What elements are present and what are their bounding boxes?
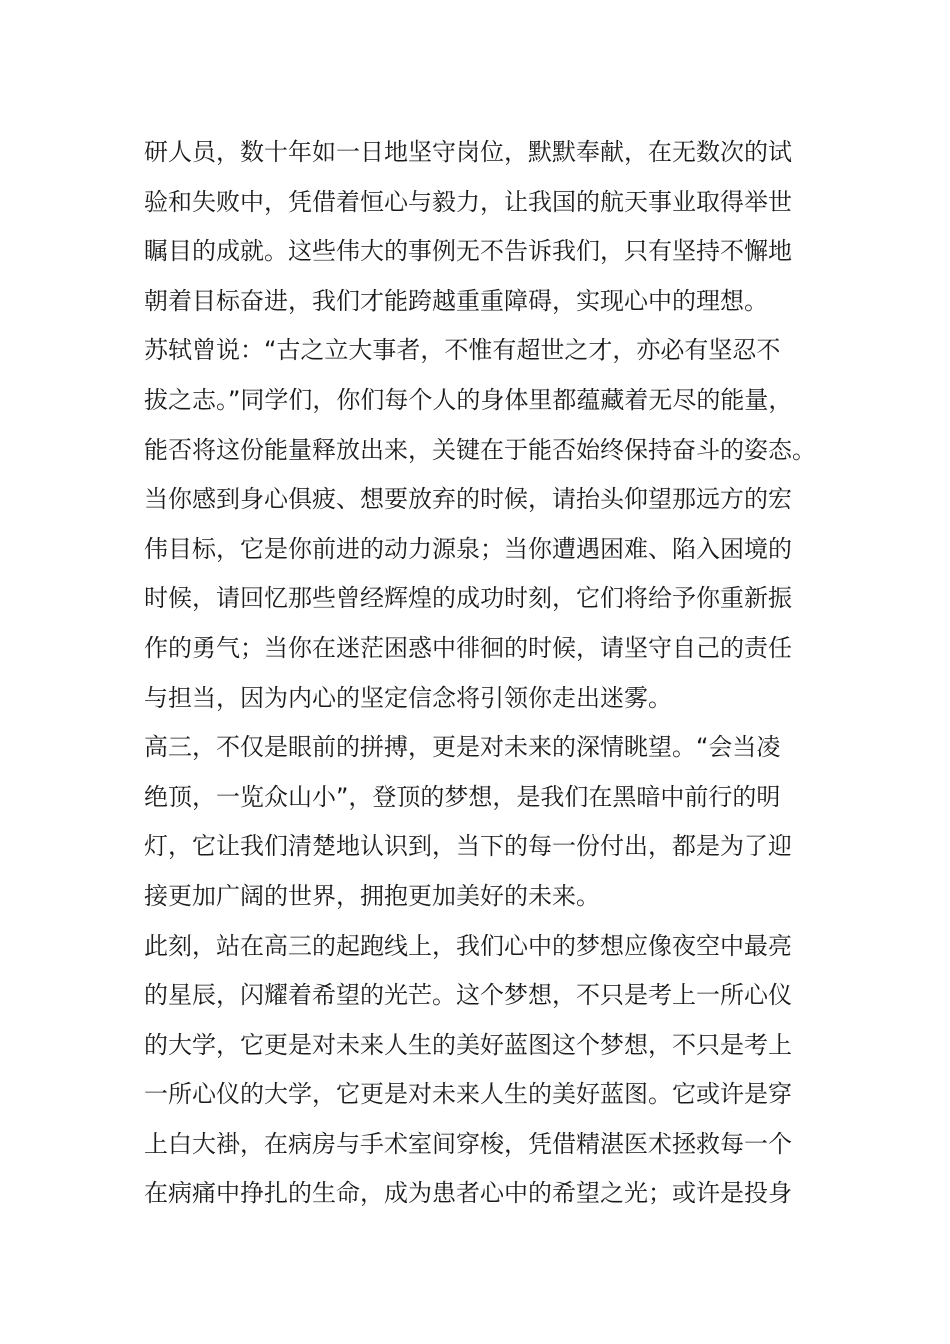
text-line: 一所心仪的大学，它更是对未来人生的美好蓝图。它或许是穿	[144, 1080, 792, 1109]
text-line: 上白大褂，在病房与手术室间穿梭，凭借精湛医术拯救每一个	[144, 1129, 792, 1158]
text-line: 在病痛中挣扎的生命，成为患者心中的希望之光；或许是投身	[144, 1179, 792, 1208]
text-line: 高三，不仅是眼前的拼搏，更是对未来的深情眺望。“会当凌	[144, 733, 781, 762]
text-line: 此刻，站在高三的起跑线上，我们心中的梦想应像夜空中最亮	[144, 931, 792, 960]
text-line: 苏轼曾说：“古之立大事者，不惟有超世之才，亦必有坚忍不	[144, 336, 781, 365]
text-line: 当你感到身心俱疲、想要放弃的时候，请抬头仰望那远方的宏	[144, 485, 792, 514]
text-line: 接更加广阔的世界，拥抱更加美好的未来。	[144, 881, 600, 910]
text-line: 绝顶，一览众山小”，登顶的梦想，是我们在黑暗中前行的明	[144, 782, 781, 811]
text-line: 的星辰，闪耀着希望的光芒。这个梦想，不只是考上一所心仪	[144, 981, 792, 1010]
text-line: 与担当，因为内心的坚定信念将引领你走出迷雾。	[144, 683, 672, 712]
text-line: 伟目标，它是你前进的动力源泉；当你遭遇困难、陷入困境的	[144, 534, 792, 563]
body-text	[144, 128, 844, 1219]
text-line: 时候，请回忆那些曾经辉煌的成功时刻，它们将给予你重新振	[144, 584, 792, 613]
text-line: 瞩目的成就。这些伟大的事例无不告诉我们，只有坚持不懈地	[144, 237, 792, 266]
text-line: 灯，它让我们清楚地认识到，当下的每一份付出，都是为了迎	[144, 832, 792, 861]
text-line: 朝着目标奋进，我们才能跨越重重障碍，实现心中的理想。	[144, 286, 768, 315]
text-line: 研人员，数十年如一日地坚守岗位，默默奉献，在无数次的试	[144, 138, 792, 166]
text-line: 拔之志。”同学们，你们每个人的身体里都蕴藏着无尽的能量，	[144, 385, 793, 414]
text-line: 作的勇气；当你在迷茫困惑中徘徊的时候，请坚守自己的责任	[144, 633, 792, 662]
text-line: 验和失败中，凭借着恒心与毅力，让我国的航天事业取得举世	[144, 187, 792, 216]
text-line: 的大学，它更是对未来人生的美好蓝图这个梦想，不只是考上	[144, 1030, 792, 1059]
text-line: 能否将这份能量释放出来，关键在于能否始终保持奋斗的姿态。	[144, 435, 816, 464]
